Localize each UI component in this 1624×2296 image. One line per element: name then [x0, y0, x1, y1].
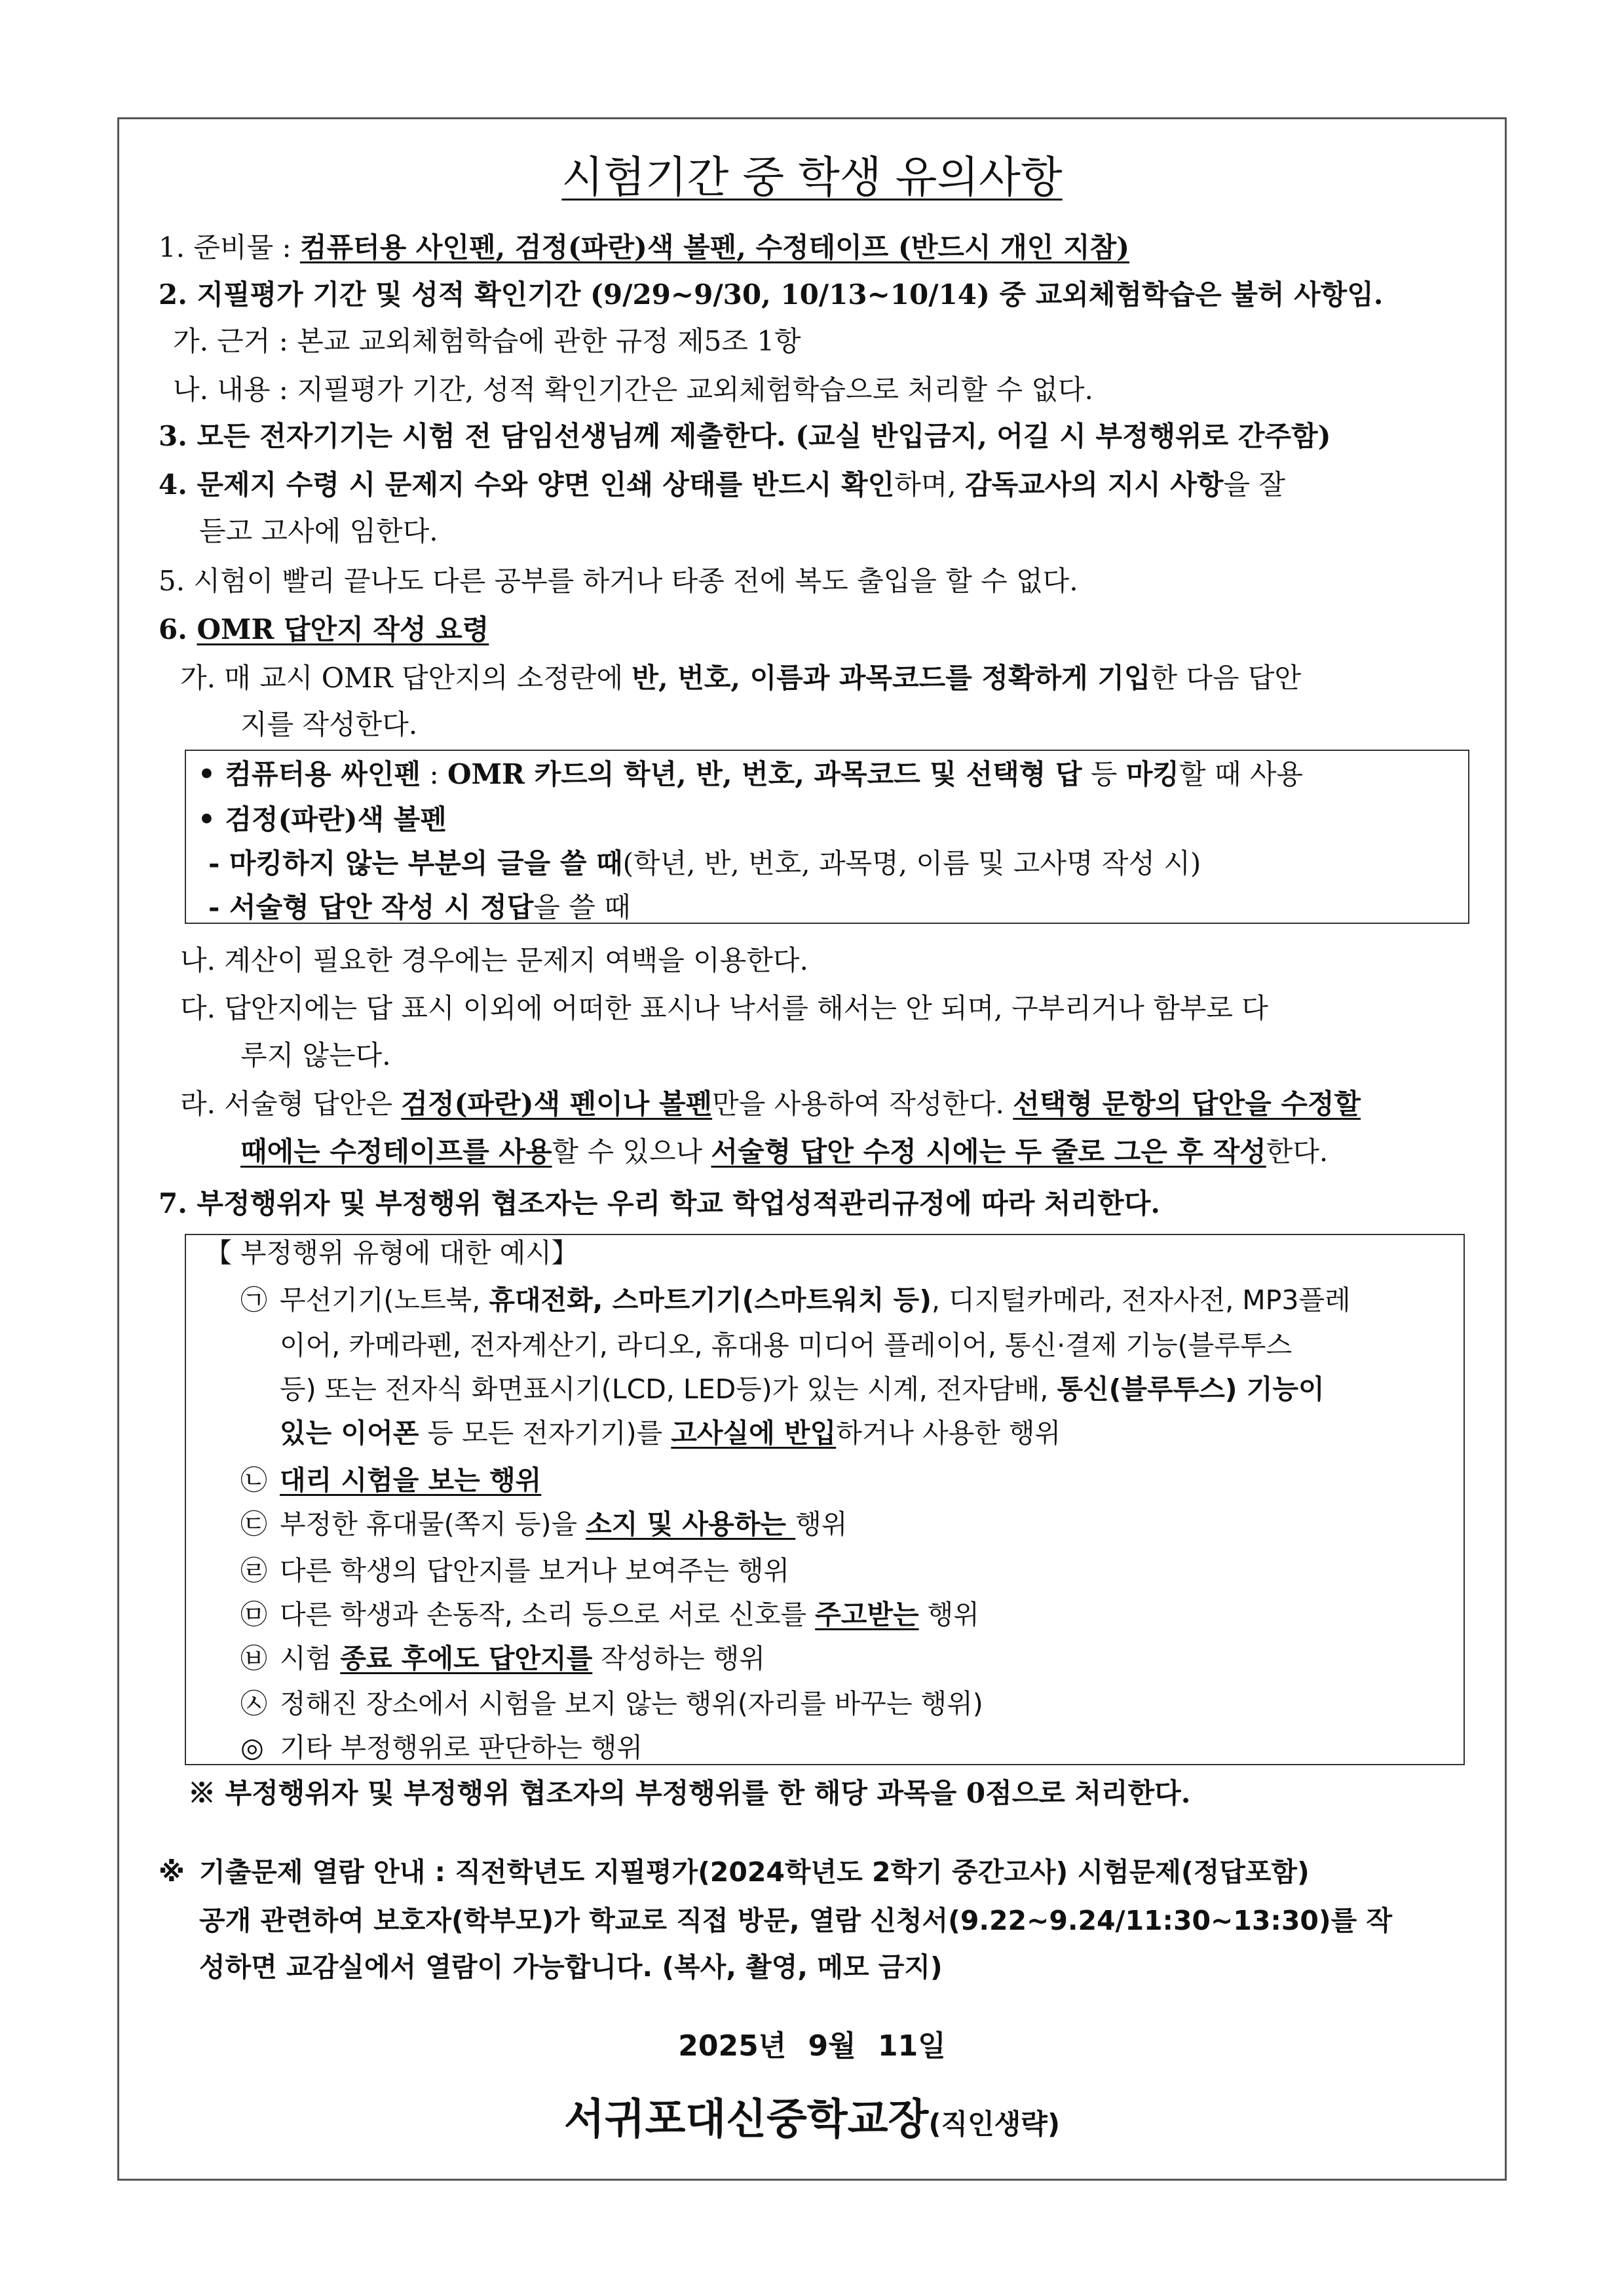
penalty-note-text: ※ 부정행위자 및 부정행위 협조자의 부정행위를 한 해당 과목을 0점으로 처리한다.: [188, 1777, 1191, 1809]
pen-box-seg: - 마킹하지 않는 부분의 글을 쓸 때: [208, 847, 623, 879]
principal-signature: [119, 2092, 1505, 2147]
pen-box-seg: • 검정(파란)색 볼펜: [198, 803, 447, 835]
example-c-seg: 행위: [795, 1508, 848, 1540]
rule-6-na-text: 나. 계산이 필요한 경우에는 문제지 여백을 이용한다.: [180, 944, 808, 976]
pen-box-line-3: [208, 845, 1201, 882]
rule-4-seg: 감독교사의 지시 사항: [965, 469, 1224, 501]
example-f: [240, 1640, 765, 1677]
exam-viewing-notice-line-3: [199, 1949, 943, 1985]
example-a-line-4: [280, 1415, 1061, 1451]
rule-6-da-text: 다. 답안지에는 답 표시 이외에 어떠한 표시나 낙서를 해서는 안 되며, 구부리거나 함부로 다: [180, 992, 1268, 1024]
rule-6-heading: [159, 611, 489, 648]
rule-6-na: [180, 942, 808, 979]
page-title-text: 시험기간 중 학생 유의사항: [561, 152, 1063, 202]
rule-3: [159, 418, 1331, 455]
rule-6-ra-seg: 한다.: [1266, 1136, 1329, 1168]
pen-box-seg: 할 때 사용: [1179, 758, 1303, 790]
issue-date: [119, 2028, 1505, 2065]
rule-6-ra-seg: 때에는 수정테이프를 사용: [240, 1136, 552, 1168]
example-b: [240, 1462, 541, 1499]
example-h-text: 기타 부정행위로 판단하는 행위: [280, 1732, 643, 1763]
pen-box-line-4: [208, 889, 631, 926]
rule-6-ra-seg: 할 수 있으나: [552, 1136, 711, 1168]
rule-1: [159, 229, 1129, 266]
example-f-seg: 시험: [280, 1643, 341, 1674]
exam-viewing-notice-line-2: [199, 1902, 1392, 1939]
example-c-seg: 소지 및 사용하는: [586, 1508, 796, 1540]
rule-6-ga-line-1: [180, 660, 1301, 697]
example-a-seg: 등) 또는 전자식 화면표시기(LCD, LED등)가 있는 시계, 전자담배,: [280, 1373, 1057, 1405]
pen-box-seg: 컴퓨터용 싸인펜: [225, 758, 421, 790]
rule-7-text: 7. 부정행위자 및 부정행위 협조자는 우리 학교 학업성적관리규정에 따라 처리한다.: [159, 1187, 1160, 1219]
pen-box-line-1: [198, 756, 1303, 793]
rule-4-line-2: [199, 513, 438, 550]
rule-6-ga-line-2: [240, 706, 417, 743]
pen-box-seg: 등: [1082, 758, 1126, 790]
notice-text: 공개 관련하여 보호자(학부모)가 학교로 직접 방문, 열람 신청서(9.22~9.24/11:30~13:30)를 작: [199, 1905, 1393, 1936]
pen-box-seg: 마킹: [1125, 758, 1179, 790]
example-a-line-2: [280, 1327, 1292, 1364]
rule-6-heading-text: OMR 답안지 작성 요령: [197, 613, 489, 645]
example-d: [240, 1552, 789, 1589]
example-marker: ㉦: [240, 1688, 267, 1719]
seal-omitted-note: (직인생략): [928, 2108, 1061, 2140]
issue-date-text: 2025년 9월 11일: [678, 2029, 946, 2063]
rule-2-basis: [173, 323, 801, 360]
rule-6-da-line-1: [180, 990, 1268, 1027]
example-a-seg: 이어, 카메라펜, 전자계산기, 라디오, 휴대용 미디어 플레이어, 통신·결제 기능(블루투스: [280, 1330, 1293, 1361]
rule-6-ra-seg: 검정(파란)색 펜이나 볼펜: [401, 1088, 713, 1120]
pen-box-seg: - 서술형 답안 작성 시 정답: [208, 891, 534, 923]
rule-6-ga-seg: 한 다음 답안: [1150, 662, 1302, 694]
rule-6-ra-line-1: [180, 1086, 1361, 1122]
rule-4-continuation: 듣고 고사에 임한다.: [199, 515, 438, 547]
pen-box-seg: :: [421, 758, 447, 790]
rule-2: [159, 277, 1383, 313]
rule-2-basis-text: 가. 근거 : 본교 교외체험학습에 관한 규정 제5조 1항: [173, 325, 801, 357]
rule-6-ra-seg: 선택형 문항의 답안을 수정할: [1013, 1088, 1361, 1120]
rule-1-lead: 1. 준비물 :: [159, 231, 300, 263]
document-border-frame: [117, 117, 1507, 2181]
example-a-seg: 등 모든 전자기기)를: [419, 1417, 671, 1449]
rule-6-ga-seg: 반, 번호, 이름과 과목코드를 정확하게 기입: [632, 662, 1151, 694]
penalty-note: [188, 1775, 1190, 1812]
example-d-text: 다른 학생의 답안지를 보거나 보여주는 행위: [280, 1555, 790, 1586]
example-g: [240, 1685, 983, 1722]
rule-6-ga-seg: 가. 매 교시 OMR 답안지의 소정란에: [180, 662, 632, 694]
example-e: [240, 1596, 979, 1633]
example-box-heading: [205, 1234, 578, 1271]
rule-4-seg: 하며,: [894, 469, 966, 501]
example-c: [240, 1506, 847, 1542]
example-h: [240, 1729, 643, 1766]
pen-box-line-2: [198, 801, 447, 838]
example-e-seg: 주고받는: [815, 1599, 919, 1630]
example-g-text: 정해진 장소에서 시험을 보지 않는 행위(자리를 바꾸는 행위): [280, 1688, 983, 1719]
reference-mark: ※: [159, 1856, 185, 1888]
pen-box-seg: 을 쓸 때: [533, 891, 631, 923]
example-marker: ㉡: [240, 1464, 267, 1496]
rule-4-seg: 4. 문제지 수령 시 문제지 수와 양면 인쇄 상태를 반드시 확인: [159, 469, 895, 501]
notice-text: 성하면 교감실에서 열람이 가능합니다. (복사, 촬영, 메모 금지): [199, 1951, 943, 1983]
rule-2-detail-text: 나. 내용 : 지필평가 기간, 성적 확인기간은 교외체험학습으로 처리할 수 없다.: [173, 373, 1093, 406]
example-a-seg: , 디지털카메라, 전자사전, MP3플레: [932, 1284, 1351, 1316]
pen-box-seg: (학년, 반, 번호, 과목명, 이름 및 고사명 작성 시): [622, 847, 1201, 879]
example-marker: ㉢: [240, 1508, 267, 1540]
rule-6-ra-seg: 만을 사용하여 작성한다.: [712, 1088, 1013, 1120]
example-e-seg: 행위: [918, 1599, 979, 1630]
example-marker: ㉤: [240, 1599, 267, 1630]
example-f-seg: 종료 후에도 답안지를: [340, 1643, 593, 1674]
rule-2-detail: [173, 372, 1093, 408]
example-b-text: 대리 시험을 보는 행위: [280, 1464, 542, 1496]
rule-2-text: 2. 지필평가 기간 및 성적 확인기간 (9/29~9/30, 10/13~10/14) 중 교외체험학습은 불허 사항임.: [159, 278, 1384, 311]
example-a-seg: 고사실에 반입: [671, 1417, 837, 1449]
example-marker: ㉠: [240, 1284, 267, 1316]
rule-6-ra-line-2: [240, 1134, 1328, 1170]
rule-6-ra-seg: 라. 서술형 답안은: [180, 1088, 402, 1120]
example-f-seg: 작성하는 행위: [592, 1643, 765, 1674]
rule-5: [159, 563, 1078, 600]
rule-6-da-continuation: 루지 않는다.: [240, 1039, 391, 1071]
pen-box-seg: OMR 카드의 학년, 반, 번호, 과목코드 및 선택형 답: [447, 758, 1082, 790]
rule-6-ra-seg: 서술형 답안 수정 시에는 두 줄로 그은 후 작성: [711, 1136, 1266, 1168]
rule-6-ga-continuation: 지를 작성한다.: [240, 708, 418, 740]
bullet: •: [198, 758, 225, 790]
example-a-seg: 휴대전화, 스마트기기(스마트워치 등): [489, 1284, 932, 1316]
example-a-seg: 있는 이어폰: [280, 1417, 419, 1449]
rule-6-da-line-2: [240, 1037, 391, 1074]
rule-6-number: 6.: [159, 613, 197, 645]
principal-title: 서귀포대신중학교장: [563, 2095, 929, 2144]
rule-7: [159, 1185, 1160, 1222]
example-marker: ㉥: [240, 1643, 267, 1674]
example-e-seg: 다른 학생과 손동작, 소리 등으로 서로 신호를: [280, 1599, 816, 1630]
example-marker: ◎: [240, 1732, 264, 1763]
rule-4-seg: 을 잘: [1223, 469, 1285, 501]
example-a-line-1: [240, 1282, 1351, 1318]
rule-5-text: 5. 시험이 빨리 끝나도 다른 공부를 하거나 타종 전에 복도 출입을 할 수 없다.: [159, 565, 1078, 597]
exam-viewing-notice-line-1: [159, 1854, 1310, 1890]
rule-4-line-1: [159, 467, 1285, 503]
notice-text: 기출문제 열람 안내 : 직전학년도 지필평가(2024학년도 2학기 중간고사) 시험문제(정답포함): [199, 1856, 1310, 1888]
example-a-line-3: [280, 1371, 1325, 1407]
example-a-seg: 하거나 사용한 행위: [836, 1417, 1061, 1449]
example-c-seg: 부정한 휴대물(쪽지 등)을: [280, 1508, 586, 1540]
example-box-heading-text: 【 부정행위 유형에 대한 예시】: [205, 1237, 578, 1269]
page-title: [119, 151, 1505, 204]
example-marker: ㉣: [240, 1555, 267, 1586]
example-a-seg: 무선기기(노트북,: [280, 1284, 489, 1316]
rule-3-text: 3. 모든 전자기기는 시험 전 담임선생님께 제출한다. (교실 반입금지, 어길 시 부정행위로 간주함): [159, 420, 1331, 452]
example-a-seg: 통신(블루투스) 기능이: [1057, 1373, 1325, 1405]
rule-1-supplies: 컴퓨터용 사인펜, 검정(파란)색 볼펜, 수정테이프 (반드시 개인 지참): [300, 231, 1129, 263]
